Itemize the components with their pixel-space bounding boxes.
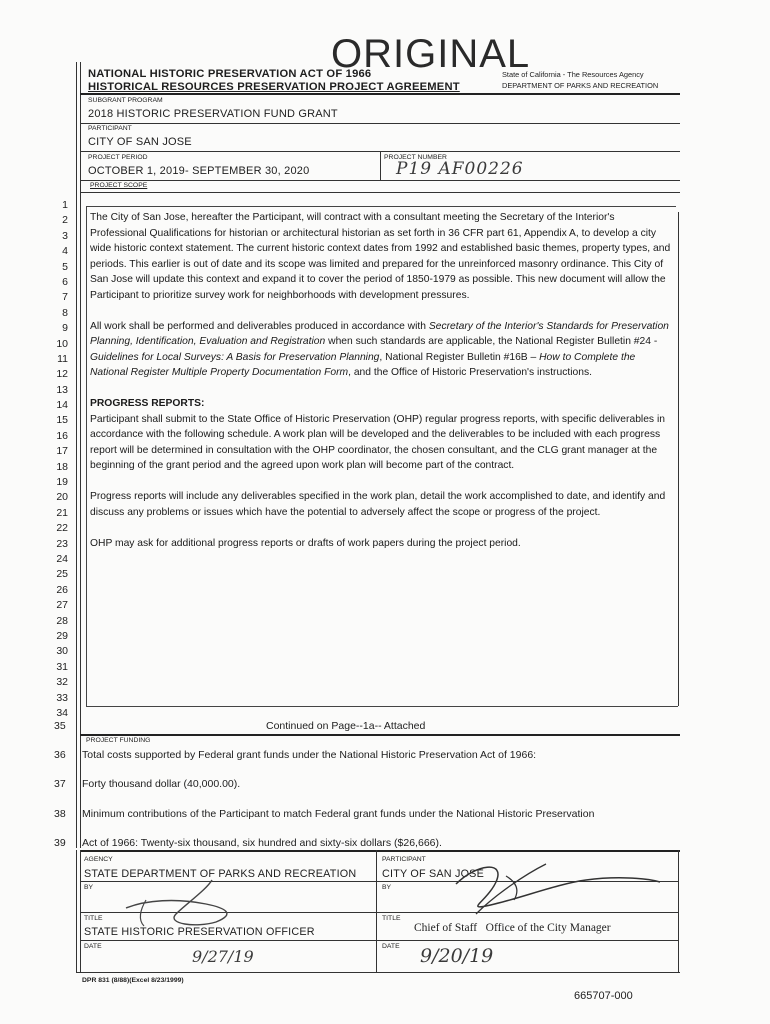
divider: [80, 940, 678, 941]
project-funding-label: PROJECT FUNDING: [86, 737, 151, 744]
funding-line-39: Act of 1966: Twenty-six thousand, six hundred and sixty-six dollars ($26,666).: [82, 837, 442, 849]
line-number: 34: [56, 706, 68, 719]
agency-header: [502, 69, 658, 91]
participant-signature: [436, 854, 666, 924]
scope-paragraph-3: Participant shall submit to the State Office of Historic Preservation (OHP) regular progress reports, with specific deliverables in accordance with the following schedule. A work plan will be developed and the deliverables to be included with each progress report will be determined in consultation with the OHP coordinator, the chosen consultant, and the CLG grant manager at the beginning of the grant period and the agreed upon work plan will become part of the contract.: [90, 413, 665, 471]
scope-paragraph-2: [90, 319, 674, 381]
line-number: 26: [56, 583, 68, 596]
project-scope-label: PROJECT SCOPE: [90, 182, 148, 189]
subgrant-program-value: 2018 HISTORIC PRESERVATION FUND GRANT: [88, 108, 338, 120]
form-code: DPR 831 (8/88)(Excel 8/23/1999): [82, 977, 184, 984]
line-number: 11: [57, 352, 68, 365]
agency-value: STATE DEPARTMENT OF PARKS AND RECREATION: [84, 868, 357, 880]
state-date-label: DATE: [84, 943, 102, 950]
line-number: 22: [56, 522, 68, 535]
line-number: 14: [56, 399, 68, 412]
line-number: 17: [56, 445, 68, 458]
line-number: 5: [62, 260, 68, 273]
divider: [80, 123, 680, 124]
line-number: 13: [56, 383, 68, 396]
participant-sig-label: PARTICIPANT: [382, 856, 426, 863]
line-number: 15: [56, 414, 68, 427]
participant-label: PARTICIPANT: [88, 125, 132, 132]
scope-box-left: [86, 206, 87, 706]
line-number: 28: [56, 614, 68, 627]
continued-note: Continued on Page--1a-- Attached: [266, 720, 426, 732]
line-number: 12: [56, 368, 68, 381]
line-number-38: 38: [54, 808, 66, 820]
participant-date-value: 9/20/19: [420, 945, 494, 967]
line-number: 20: [56, 491, 68, 504]
scope-text: , and the Office of Historic Preservation's instructions.: [348, 367, 592, 378]
state-by-label: BY: [84, 884, 94, 891]
funding-rule: [80, 734, 680, 736]
state-date-value: 9/27/19: [192, 947, 254, 966]
project-number-value: P19 AF00226: [396, 159, 524, 179]
line-number: 33: [56, 691, 68, 704]
sig-right-border: [678, 850, 679, 972]
document-number: 665707-000: [574, 990, 633, 1002]
scope-text: All work shall be performed and deliverables produced in accordance with: [90, 320, 429, 332]
agreement-line: HISTORICAL RESOURCES PRESERVATION PROJECT AGREEMENT: [88, 81, 460, 93]
participant-title-value: Chief of Staff Office of the City Manager: [414, 922, 611, 934]
divider: [86, 706, 678, 707]
line-number-37: 37: [54, 778, 66, 790]
line-number: 30: [56, 645, 68, 658]
act-line: NATIONAL HISTORIC PRESERVATION ACT OF 1966: [88, 68, 372, 80]
project-number-label: PROJECT NUMBER: [384, 154, 447, 161]
divider: [86, 206, 676, 207]
line-number: 21: [56, 506, 68, 519]
dept-line: DEPARTMENT OF PARKS AND RECREATION: [502, 81, 659, 90]
scope-paragraph-1: The City of San Jose, hereafter the Participant, will contract with a consultant meeting the Secretary of the Interior's Professional Qualifications for historian or architectural historian as set forth in 36 CFR part 61, Appendix A, to develop a city wide historic context statement. The current historic context dates from 1992 and established basic themes, property types, and periods. This earlier is out of date and its scope was limited and prepared for the unreinforced masonry ordinance. This City of San Jose will update this context and expand it to cover the period of 1850-1979 as possible. This new document will allow the Participant to prioritize survey work for neighborhoods with development pressures.: [90, 212, 671, 301]
participant-title-label: TITLE: [382, 915, 401, 922]
line-number-39: 39: [54, 837, 66, 849]
line-number-36: 36: [54, 749, 66, 761]
line-number: 9: [62, 322, 68, 335]
line-number: 19: [56, 476, 68, 489]
header-rule: [80, 93, 680, 95]
original-stamp: ORIGINAL: [331, 32, 531, 76]
line-number: 18: [56, 460, 68, 473]
scope-citation: Secretary of the Interior's Standards for Preservation Planning, Identification, Evaluation and Registration: [90, 320, 669, 347]
line-number: 32: [56, 676, 68, 689]
participant-date-label: DATE: [382, 943, 400, 950]
participant-sig-value: CITY OF SAN JOSE: [382, 868, 484, 880]
line-number: 1: [62, 199, 68, 211]
scope-citation: How to Complete the National Register Multiple Property Documentation Form: [90, 351, 636, 378]
state-signature: [116, 870, 276, 930]
agency-label: AGENCY: [84, 856, 113, 863]
project-period-value: OCTOBER 1, 2019- SEPTEMBER 30, 2020: [88, 165, 310, 177]
project-period-label: PROJECT PERIOD: [88, 154, 148, 161]
line-number: 3: [62, 229, 68, 242]
sig-left-border-2: [80, 850, 81, 972]
line-number: 2: [62, 214, 68, 227]
line-number: 4: [62, 245, 68, 258]
state-title-value: STATE HISTORIC PRESERVATION OFFICER: [84, 926, 315, 938]
divider: [80, 180, 680, 181]
line-number: 7: [62, 291, 68, 304]
line-numbers: [54, 198, 68, 721]
progress-reports-heading: PROGRESS REPORTS:: [90, 398, 205, 409]
line-number: 16: [56, 429, 68, 442]
line-number-35: 35: [54, 720, 66, 732]
line-number: 23: [56, 537, 68, 550]
scope-paragraph-5: OHP may ask for additional progress reports or drafts of work papers during the project period.: [90, 537, 521, 549]
line-number: 8: [62, 306, 68, 319]
line-number: 25: [56, 568, 68, 581]
line-number: 27: [56, 599, 68, 612]
scope-text: , National Register Bulletin #16B –: [379, 351, 540, 363]
state-line: State of California - The Resources Agency: [502, 70, 644, 79]
funding-line-36: Total costs supported by Federal grant funds under the National Historic Preservation Act of 1966:: [82, 749, 537, 761]
divider: [380, 151, 381, 180]
line-number: 10: [56, 337, 68, 350]
funding-line-37: Forty thousand dollar (40,000.00).: [82, 778, 241, 790]
scope-text: when such standards are applicable, the National Register Bulletin #24 -: [325, 336, 658, 347]
divider: [80, 192, 680, 193]
project-scope-text: [90, 210, 674, 567]
line-number: 29: [56, 629, 68, 642]
sig-mid-border: [376, 850, 377, 972]
funding-line-38: Minimum contributions of the Participant to match Federal grant funds under the National Historic Preservation: [82, 808, 595, 820]
line-number: 24: [56, 552, 68, 565]
participant-value: CITY OF SAN JOSE: [88, 136, 192, 148]
header-title: [88, 68, 460, 94]
scope-citation: Guidelines for Local Surveys: A Basis for Preservation Planning: [90, 351, 380, 363]
state-title-label: TITLE: [84, 915, 103, 922]
left-border-outer: [76, 62, 77, 848]
line-number: 6: [62, 275, 68, 288]
line-number: 31: [56, 660, 68, 673]
participant-by-label: BY: [382, 884, 392, 891]
sig-left-border: [76, 850, 77, 972]
subgrant-program-label: SUBGRANT PROGRAM: [88, 97, 163, 104]
scope-paragraph-4: Progress reports will include any deliverables specified in the work plan, detail the work accomplished to date, and identify and discuss any problems or issues which have the potential to adversely affect the scope or progress of the project.: [90, 491, 666, 518]
sig-bottom-border: [76, 972, 680, 973]
signature-block: [76, 850, 680, 972]
